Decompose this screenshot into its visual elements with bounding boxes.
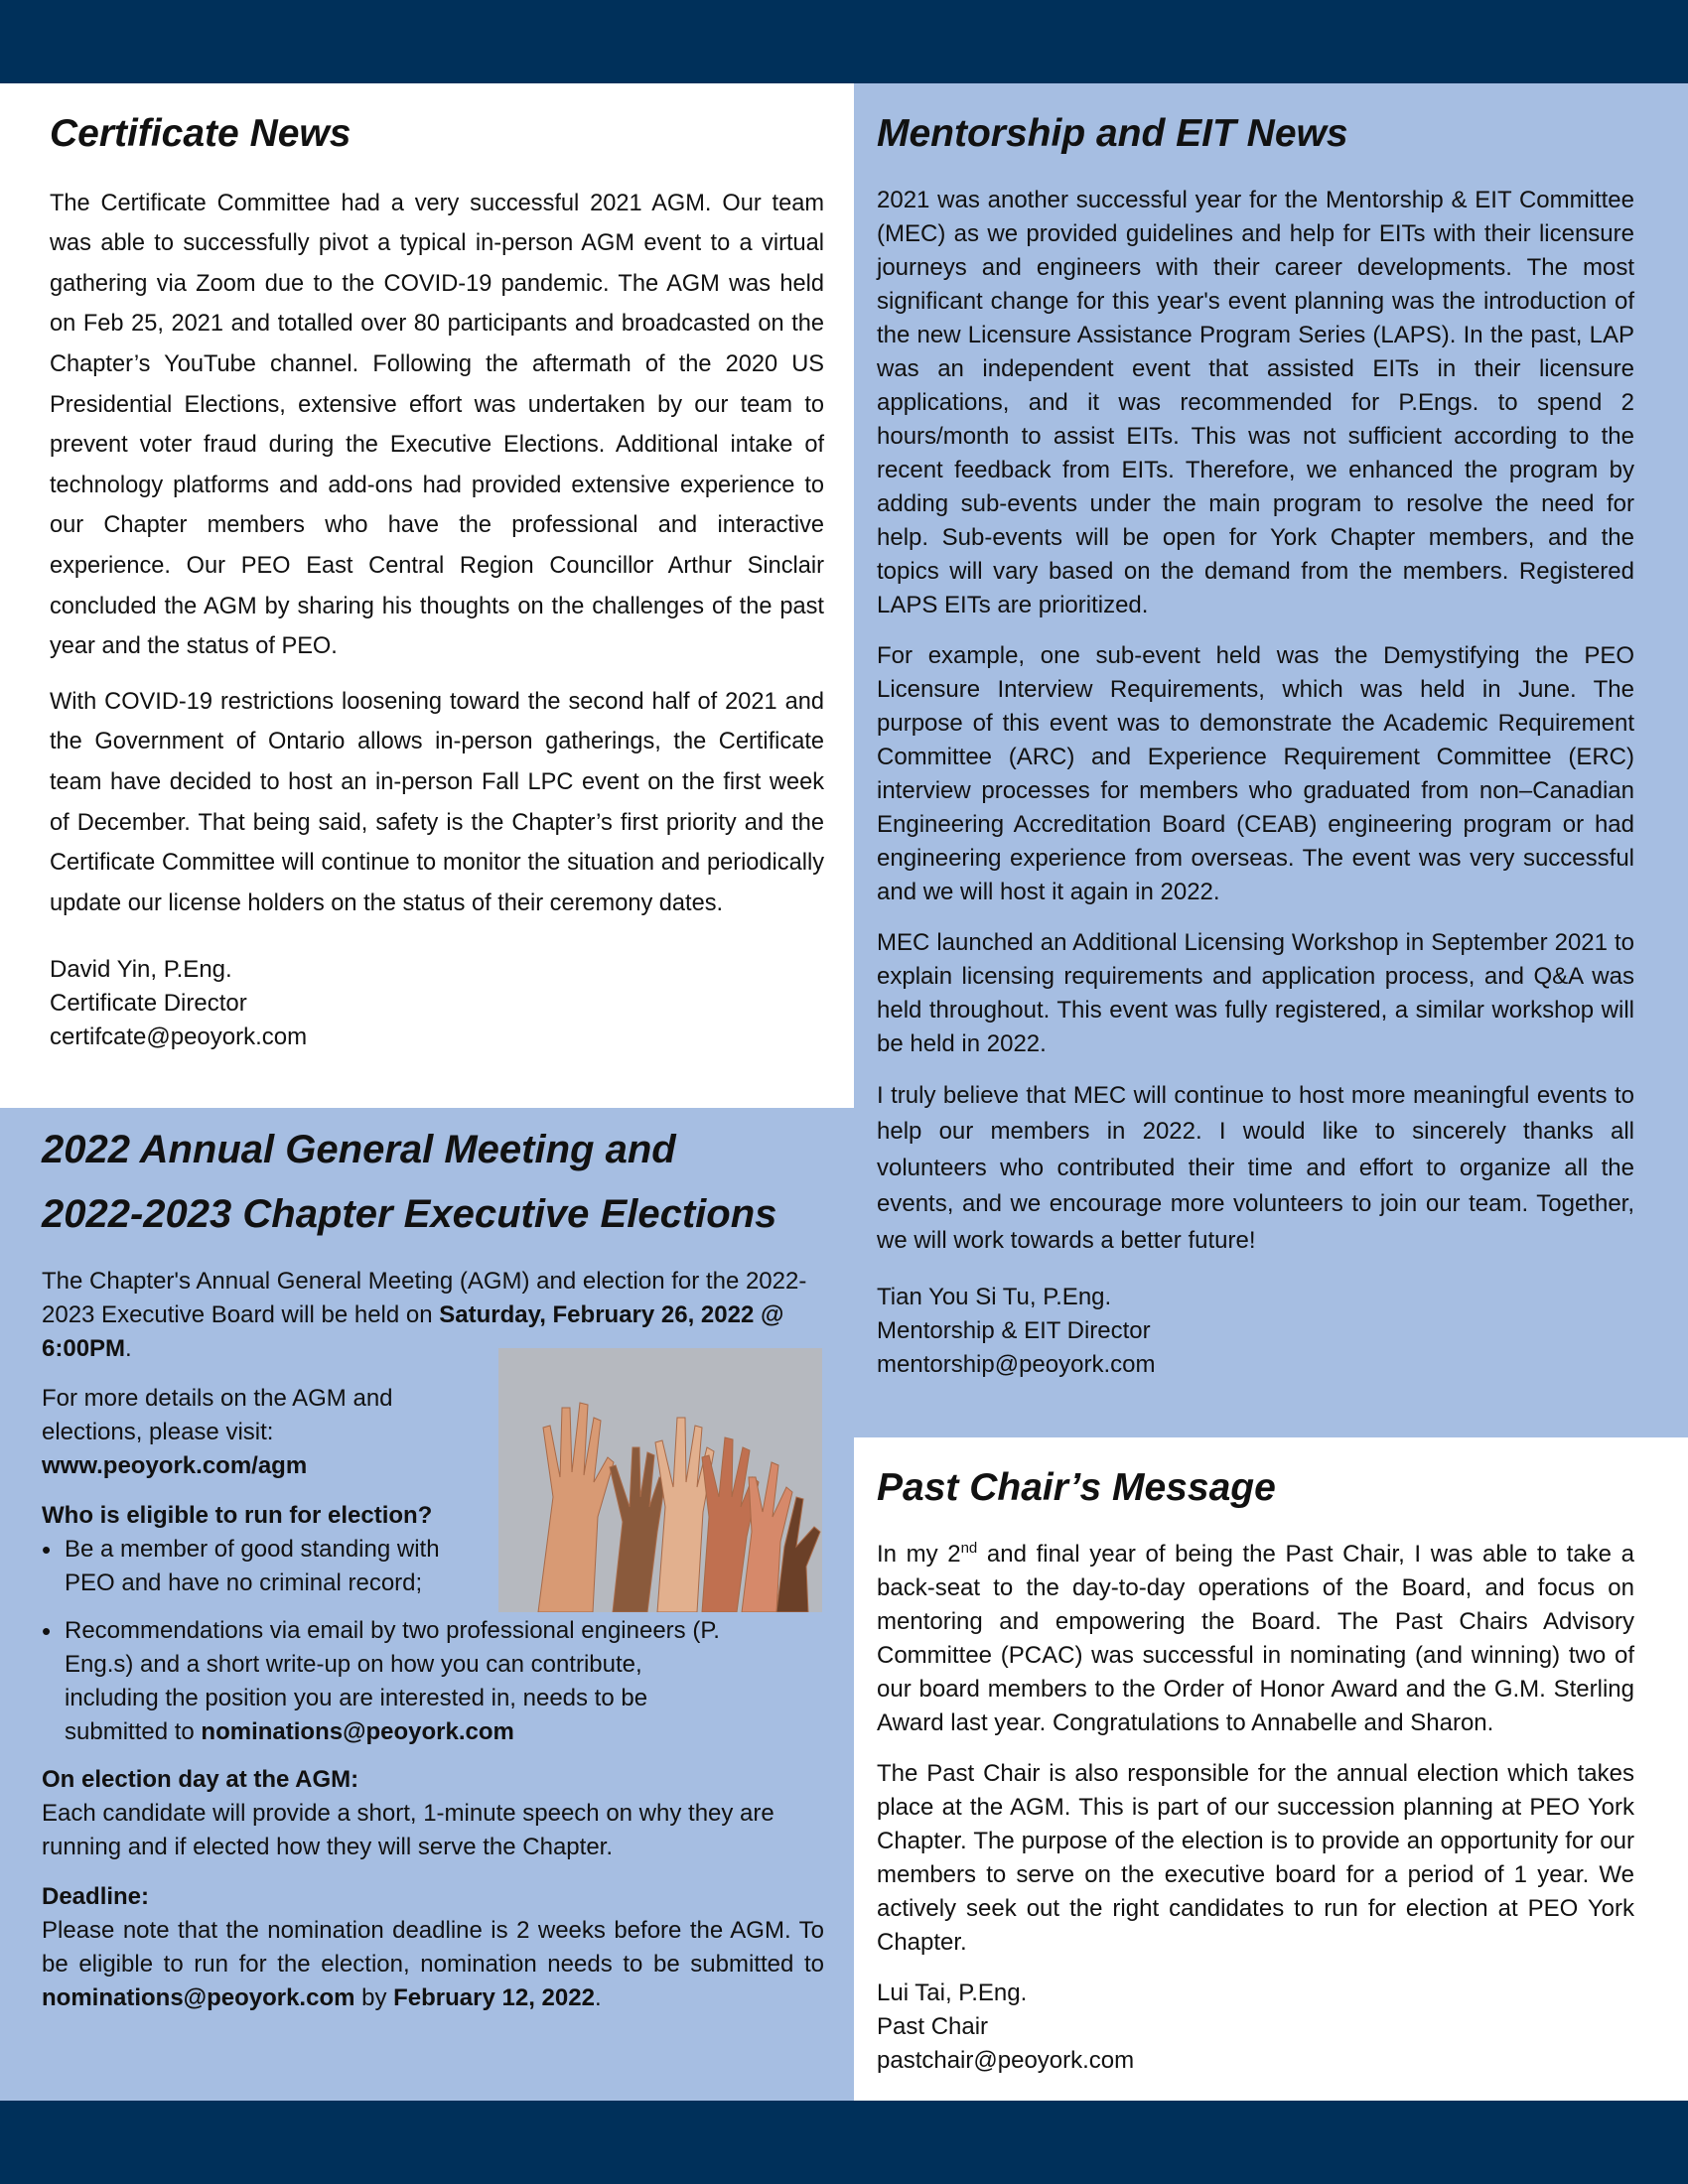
signature-role: Certificate Director xyxy=(50,990,247,1018)
deadline-block: Deadline: Please note that the nomination deadline is 2 weeks before the AGM. To be eligible to run for the election, nomination needs to be submitted to nominations@peoyork.com by February 12, 2022. xyxy=(42,1883,824,2011)
election-day-block: On election day at the AGM: Each candidate will provide a short, 1-minute speech on why they are running and if elected how they will serve the Chapter. xyxy=(42,1766,774,1860)
signature-role: Mentorship & EIT Director xyxy=(877,1317,1151,1345)
list-item: • Be a member of good standing with PEO and have no criminal record; xyxy=(42,1533,442,1600)
mentorship-paragraph-1: 2021 was another successful year for the Mentorship & EIT Committee (MEC) as we provided guidelines and help for EITs with their licensure journeys and engineers with their career developments. The most significant change for this year's event planning was the introduction of the new Licensure Assistance Program Series (LAPS). In the past, LAP was an independent event that assisted EITs in their licensure applications, and it was recommended for P.Engs. to spend 2 hours/month to assist EITs. This was not sufficient according to the recent feedback from EITs. Therefore, we enhanced the program by adding sub-events under the main program to resolve the need for help. Sub-events will be open for York Chapter members, and the topics will vary based on the demand from the members. Registered LAPS EITs are prioritized. xyxy=(877,186,1634,618)
signature-role: Past Chair xyxy=(877,2012,989,2040)
deadline-email[interactable]: nominations@peoyork.com xyxy=(42,1984,355,2011)
mentorship-title: Mentorship and EIT News xyxy=(877,112,1348,155)
footer-bar xyxy=(0,2101,1688,2184)
mentorship-paragraph-4: I truly believe that MEC will continue to host more meaningful events to help our members in 2022. I would like to sincerely thanks all volunteers who contributed their time and effort to organize all the events, and we encourage more volunteers to join our team. Together, we will work towards a better future! xyxy=(877,1081,1634,1254)
past-chair-paragraph-1: In my 2nd and final year of being the Past Chair, I was able to take a back-seat to the day-to-day operations of the Board, and focus on mentoring and empowering the Board. The Past Chairs Advisory Committee (PCAC) was successful in nominating (and winning) two of our board members to the Order of Honor Award and the G.M. Sterling Award last year. Congratulations to Annabelle and Sharon. xyxy=(877,1539,1634,1736)
mentorship-paragraph-2: For example, one sub-event held was the Demystifying the PEO Licensure Interview Requirements, which was held in June. The purpose of this event was to demonstrate the Academic Requirement Committee (ARC) and Experience Requirement Committee (ERC) interview processes for members who graduated from non–Canadian Engineering Accreditation Board (CEAB) engineering program or had engineering experience from overseas. The event was very successful and we will host it again in 2022. xyxy=(877,641,1634,905)
mentorship-section xyxy=(854,83,1688,1437)
agm-intro: The Chapter's Annual General Meeting (AGM) and election for the 2022-2023 Executive Board will be held on Saturday, February 26, 2022 @ 6:00PM. xyxy=(42,1268,807,1362)
past-chair-title: Past Chair’s Message xyxy=(877,1466,1276,1509)
agm-link[interactable]: www.peoyork.com/agm xyxy=(42,1452,308,1479)
past-chair-paragraph-2: The Past Chair is also responsible for the annual election which takes place at the AGM. This is part of our succession planning at PEO York Chapter. The purpose of the election is to provide an opportunity for our members to serve on the executive board for a period of 1 year. We actively seek out the right candidates to run for election at PEO York Chapter. xyxy=(877,1759,1634,1956)
certificate-news-section xyxy=(0,83,854,1108)
eligibility-list-2 xyxy=(42,1614,824,1749)
eligibility-heading: Who is eligible to run for election? xyxy=(42,1502,433,1529)
agm-title-line2: 2022-2023 Chapter Executive Elections xyxy=(42,1192,777,1236)
agm-date: Saturday, February 26, 2022 @ 6:00PM xyxy=(42,1301,784,1362)
mentorship-signature xyxy=(877,1281,1634,1382)
deadline-date: February 12, 2022 xyxy=(393,1984,595,2011)
agm-title xyxy=(42,1118,824,1247)
signature-name: Lui Tai, P.Eng. xyxy=(877,1979,1028,2006)
certificate-paragraph-1: The Certificate Committee had a very successful 2021 AGM. Our team was able to successfully pivot a typical in-person AGM event to a virtual gathering via Zoom due to the COVID-19 pandemic. The AGM was held on Feb 25, 2021 and totalled over 80 participants and broadcasted on the Chapter’s YouTube channel. Following the aftermath of the 2020 US Presidential Elections, extensive effort was undertaken by our team to prevent voter fraud during the Executive Elections. Additional intake of technology platforms and add-ons had provided extensive experience to our Chapter members who have the professional and interactive experience. Our PEO East Central Region Councillor Arthur Sinclair concluded the AGM by sharing his thoughts on the challenges of the past year and the status of PEO. xyxy=(50,190,824,660)
agm-details: For more details on the AGM and elections, please visit: www.peoyork.com/agm xyxy=(42,1385,393,1479)
nominations-email[interactable]: nominations@peoyork.com xyxy=(201,1718,514,1745)
past-chair-section xyxy=(854,1437,1688,2101)
election-day-heading: On election day at the AGM: xyxy=(42,1766,359,1793)
header-bar xyxy=(0,0,1688,83)
agm-title-line1: 2022 Annual General Meeting and xyxy=(42,1128,676,1171)
signature-email[interactable]: certifcate@peoyork.com xyxy=(50,1024,308,1051)
signature-email[interactable]: mentorship@peoyork.com xyxy=(877,1351,1156,1379)
signature-name: David Yin, P.Eng. xyxy=(50,956,232,984)
past-chair-signature xyxy=(877,1977,1634,2078)
certificate-paragraph-2: With COVID-19 restrictions loosening toward the second half of 2021 and the Government of Ontario allows in-person gatherings, the Certificate team have decided to host an in-person Fall LPC event on the first week of December. That being said, safety is the Chapter’s first priority and the Certificate Committee will continue to monitor the situation and periodically update our license holders on the status of their ceremony dates. xyxy=(50,688,824,916)
signature-email[interactable]: pastchair@peoyork.com xyxy=(877,2046,1135,2074)
mentorship-paragraph-3: MEC launched an Additional Licensing Workshop in September 2021 to explain licensing requirements and application process, and Q&A was held throughout. This event was fully registered, a similar workshop will be held in 2022. xyxy=(877,928,1634,1057)
certificate-signature xyxy=(50,953,824,1054)
raised-hands-image xyxy=(498,1348,822,1612)
list-item: • Recommendations via email by two professional engineers (P. Eng.s) and a short write-up on how you can contribute, including the position you are interested in, needs to be submitted to nominations@peoyork.com xyxy=(42,1614,740,1749)
certificate-news-title: Certificate News xyxy=(50,112,352,155)
signature-name: Tian You Si Tu, P.Eng. xyxy=(877,1284,1112,1311)
deadline-heading: Deadline: xyxy=(42,1883,150,1910)
